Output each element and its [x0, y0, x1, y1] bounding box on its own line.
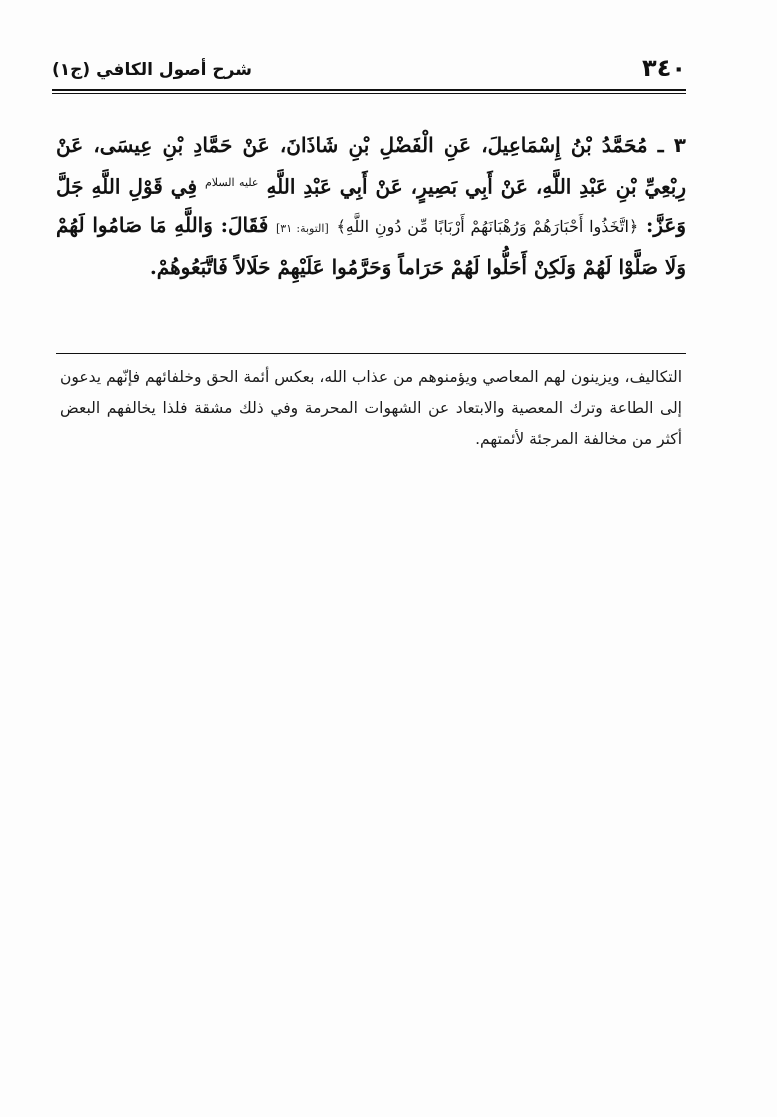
footnote-rule [56, 353, 686, 354]
surah-reference: [التوبة: ٣١] [276, 221, 329, 235]
honorific-ligature: عليه السلام [204, 176, 259, 189]
hadith-chain-part1: ـ مُحَمَّدُ بْنُ إِسْمَاعِيلَ، عَنِ الْفَضْلِ بْنِ شَاذَانَ، عَنْ حَمَّادِ بْنِ عِيسَى، عَنْ رِبْعِيِّ بْنِ عَبْدِ اللَّهِ، عَنْ أَبِي بَصِيرٍ، عَنْ أَبِي عَبْدِ اللَّهِ [56, 133, 686, 199]
page-number: ٣٤٠ [642, 54, 686, 82]
header-rule [52, 89, 686, 94]
hadith-chain-part2: فِي قَوْلِ اللَّهِ جَلَّ وَعَزَّ: [56, 174, 687, 237]
page-header [52, 52, 686, 90]
hadith-matn: فَقَالَ: وَاللَّهِ مَا صَامُوا لَهُمْ وَلَا صَلَّوْا لَهُمْ وَلَكِنْ أَحَلُّوا لَهُمْ حَرَاماً وَحَرَّمُوا عَلَيْهِمْ حَلَالاً فَاتَّبَعُوهُمْ. [56, 212, 686, 279]
quran-verse: ﴿اتَّخَذُوا أَحْبَارَهُمْ وَرُهْبَانَهُمْ أَرْبَابًا مِّن دُونِ اللَّهِ﴾ [336, 216, 639, 236]
running-title: شرح أصول الكافي (ج١) [52, 60, 252, 80]
footnote-text: التكاليف، ويزينون لهم المعاصي ويؤمنوهم من عذاب الله، بعكس أئمة الحق وخلفائهم فإنّهم يدعون إلى الطاعة وترك المعصية والابتعاد عن الشهوات المحرمة وفي ذلك مشقة فلذا يخالفهم البعض أكثر من مخالفة المرجئة لأئمتهم. [60, 368, 682, 448]
hadith-number: ٣ [673, 133, 687, 157]
hadith-paragraph [56, 126, 686, 286]
